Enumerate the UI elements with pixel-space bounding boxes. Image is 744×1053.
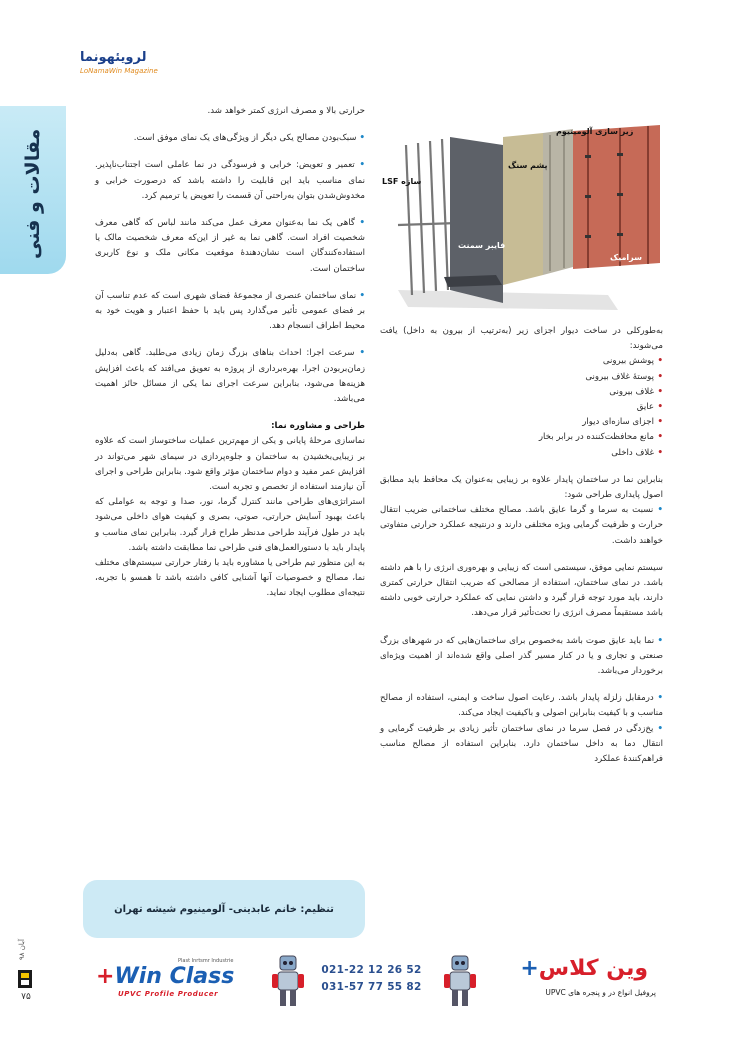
mascot-robot-icon	[442, 952, 478, 1008]
list-item: • عایق	[380, 400, 663, 415]
wall-layers-illustration	[378, 125, 660, 310]
list-item: • مانع محافظت‌کننده در برابر بخار	[380, 430, 663, 445]
paragraph-earthquake	[380, 691, 663, 721]
bullet-marker: •	[354, 348, 365, 359]
page-footer	[14, 930, 38, 1010]
win-class-tagline: Plast Inrtsmr Industrie	[178, 958, 234, 964]
bullet-marker: •	[653, 723, 663, 734]
paragraph-text: گاهی یک نما به‌عنوان معرف عمل می‌کند مانند لباس که گاهی معرف شخصیت افراد است. گاهی نما به غیر از این‌که معرف شخصیت مالک یا استفاده‌کنندگان است نشان‌دهندهٔ موقعیت مکانی ملک و نوع کاربری ساختمان است.	[95, 218, 365, 274]
win-class-persian-title: وین کلاس+	[520, 956, 648, 981]
paragraph-text: درمقابل زلزله پایدار باشد. رعایت اصول ساخت و ایمنی، استفاده از مصالح مناسب و با کیفیت بنابراین اصولی و باکیفیت ایجاد می‌کند.	[380, 693, 663, 719]
bullet-marker: •	[354, 160, 365, 171]
wall-layers-list	[380, 354, 663, 460]
win-class-logo	[96, 958, 246, 1002]
paragraph: استراتژی‌های طراحی مانند کنترل گرما، نور، صدا و توجه به عواملی که باعث بهبود آسایش حرارتی، صوتی، بصری و کیفیت هوای داخلی می‌شود باید در طول فرآیند طراحی مدنظر طراح قرار گیرد. بنابراین نمای مناسب و پایدار باید با دستورالعمل‌های فنی طراحی نما مطابقت داشته باشد.	[95, 497, 365, 553]
paragraph: حرارتی بالا و مصرف انرژی کمتر خواهد شد.	[207, 106, 365, 116]
win-class-persian-subtitle: پروفیل انواع در و پنجره های UPVC	[545, 988, 656, 997]
win-class-advertisement	[92, 952, 662, 1008]
magazine-logo	[80, 50, 170, 80]
paragraph-repair	[95, 158, 365, 204]
paragraph-speed	[95, 346, 365, 407]
list-item: • غلاف بیرونی	[380, 385, 663, 400]
paragraph-identity	[95, 216, 365, 277]
paragraph: به این منظور تیم طراحی یا مشاوره باید با رفتار حرارتی سیستم‌های مختلف نما، مصالح و خصوصیات آنها آشنایی کافی داشته باشد تا همسو با تجربه، نتیجه‌ای مطلوب ایجاد نماید.	[95, 558, 365, 599]
paragraph-insulation	[380, 503, 663, 549]
paragraph-intro: به‌طورکلی در ساخت دیوار اجزای زیر (به‌ترتیب از بیرون به داخل) یافت می‌شوند:	[380, 326, 663, 352]
paragraph-text: نسبت به سرما و گرما عایق باشد. مصالح مختلف ساختمانی ضریب انتقال حرارت و ظرفیت گرمایی ویژه مختلفی دارند و درنتیجه عملکرد حرارتی متفاوتی خواهند داشت.	[380, 505, 663, 546]
paragraph: سیستم نمایی موفق، سیستمی است که زیبایی و بهره‌وری انرژی را با هم داشته باشد. در نمای ساختمان، استفاده از مصالحی که ضریب انتقال حرارتی کمتری دارند، باید مورد توجه قرار گیرد و داشتن نمایی که عملکرد حرارتی خوبی داشته باشد مستقیماً مصرف انرژی را تحت‌تأثیر قرار می‌دهد.	[380, 562, 663, 619]
list-item: • غلاف داخلی	[380, 446, 663, 461]
bullet-marker: •	[354, 218, 365, 229]
label-lsf-structure: سازه LSF	[382, 177, 422, 186]
bullet-marker: •	[653, 693, 663, 704]
label-ceramic: سرامیک	[610, 253, 642, 262]
paragraph-urban	[95, 289, 365, 335]
paragraph-text: یخ‌زدگی در فصل سرما در نمای ساختمان تأثیر زیادی بر ظرفیت گرمایی و انتقال دما به داخل ساختمان دارد. بنابراین استفاده از مصالح مناسب فراهم‌کنندهٔ عملکرد	[380, 723, 663, 765]
win-class-persian-title-text: وین کلاس	[538, 956, 648, 981]
paragraph-text: سبک‌بودن مصالح یکی دیگر از ویژگی‌های یک نمای موفق است.	[133, 133, 357, 144]
section-tab-label: مقالات و فنی	[22, 128, 44, 260]
mascot-robot-icon	[270, 952, 306, 1008]
wall-layers-figure	[378, 125, 660, 310]
bullet-marker: •	[653, 505, 663, 516]
win-class-title-text: Win Class	[114, 964, 235, 989]
section-heading: طراحی و مشاوره نما:	[271, 421, 365, 432]
article-right-column	[380, 324, 663, 767]
label-aluminium-frame: زیر سازی آلومینیوم	[556, 127, 634, 136]
paragraph-text: نمای ساختمان عنصری از مجموعهٔ فضای شهری است که عدم تناسب آن بر فضای عمومی تأثیر می‌گذارد پس باید با حفظ اعتبار و هویت خود به محیط اطراف انسجام دهد.	[95, 290, 365, 332]
author-credit-box	[83, 880, 365, 938]
win-class-persian-logo	[506, 956, 656, 1004]
logo-english-text: LoNamaWin Magazine	[80, 67, 158, 75]
win-class-subtitle: UPVC Profile Producer	[118, 990, 219, 998]
bullet-marker: •	[356, 290, 365, 301]
phone-number: 031-57 77 55 82	[321, 981, 422, 993]
paragraph-text: سرعت اجرا: احداث بناهای بزرگ زمان زیادی می‌طلبد. گاهی به‌دلیل زمان‌بربودن اجرا، بهره‌برداری از پروژه به تعویق می‌افتد که باعث افزایش هزینه‌ها می‌شود، بنابراین سرعت اجرای نما یکی از مسائل حائز اهمیت می‌باشد.	[95, 348, 365, 405]
list-item: • اجزای سازه‌ای دیوار	[380, 415, 663, 430]
issue-date: آبان ۹۸	[18, 939, 26, 961]
list-item: • پوستهٔ غلاف بیرونی	[380, 370, 663, 385]
article-left-column	[95, 104, 365, 602]
phone-number: 021-22 12 26 52	[321, 964, 422, 976]
bullet-marker: •	[356, 133, 365, 144]
paragraph-frost	[380, 722, 663, 768]
page-number: ۷۵	[21, 992, 31, 1002]
page-marker-icon	[18, 970, 32, 988]
paragraph-sound	[380, 634, 663, 680]
logo-persian-text: لرویئهو‌نما	[80, 50, 147, 65]
label-fiber-cement: فایبر سمنت	[458, 241, 506, 250]
contact-phones	[314, 962, 429, 996]
label-stone-wool: پشم سنگ	[508, 161, 548, 170]
paragraph-lightweight	[95, 131, 365, 146]
paragraph: بنابراین نما در ساختمان پایدار علاوه بر زیبایی به‌عنوان یک محافظ باید مطابق اصول پایداری طراحی شود:	[380, 474, 663, 501]
paragraph: نماسازی مرحلهٔ پایانی و یکی از مهم‌ترین عملیات ساختوساز است که علاوه بر زیبایی‌بخشیدن به ساختمان و جلوه‌پردازی در سیمای شهر می‌تواند در افزایش عمر مفید و دوام ساختمان مؤثر واقع شود. بنابراین طراحی و اجرای آن نیازمند استفاده از تخصص و تجربه است.	[95, 436, 365, 493]
section-tab	[0, 106, 66, 274]
paragraph-text: تعمیر و تعویض: خرابی و فرسودگی در نما عاملی است اجتناب‌ناپذیر. نمای مناسب باید این قابلیت را داشته باشد که درصورت خرابی و مخدوش‌شدن بتوان به‌راحتی آن قسمت را تعویض یا ترمیم کرد.	[95, 160, 365, 201]
paragraph-text: نما باید عایق صوت باشد به‌خصوص برای ساختمان‌هایی که در شهرهای بزرگ صنعتی و تجاری و یا در کنار مسیر گذر اصلی واقع شده‌اند از اهمیت ویژه‌ای برخوردار می‌باشد.	[380, 635, 663, 677]
bullet-marker: •	[654, 635, 663, 646]
list-item: • پوشش بیرونی	[380, 354, 663, 369]
win-class-title: +Win Class	[96, 964, 235, 989]
author-credit-text: تنظیم: خانم عابدینی- آلومینیوم شیشه تهران	[114, 903, 334, 915]
